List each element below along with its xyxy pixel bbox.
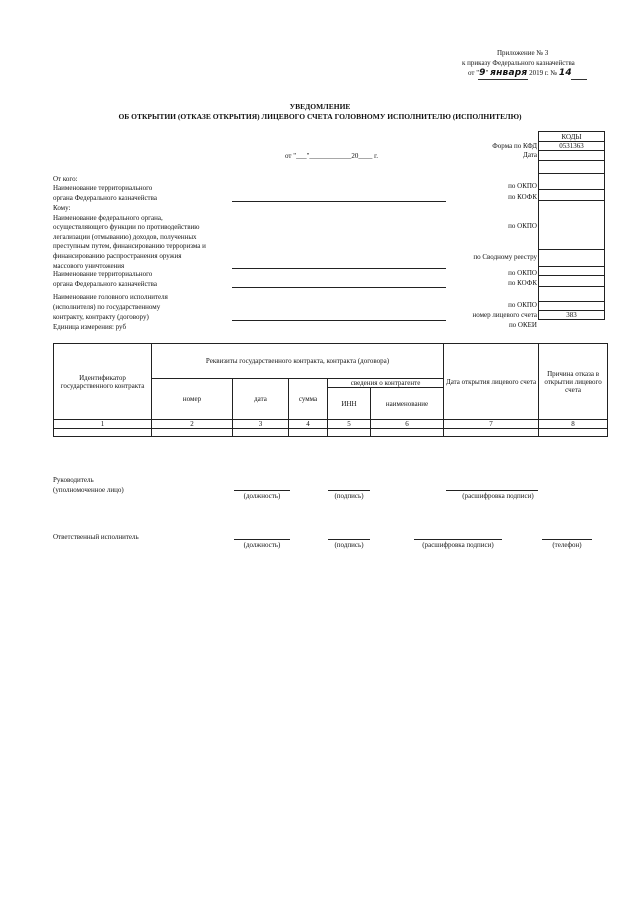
- kofk2-code-cell: [539, 276, 605, 287]
- resp-decoding-caption: (расшифровка подписи): [422, 541, 494, 549]
- codes-box: [538, 131, 605, 320]
- cell-number: [152, 429, 233, 437]
- head-signature-caption: (подпись): [334, 492, 364, 500]
- handwritten-number: 14: [558, 68, 572, 78]
- okpo3-label: по ОКПО: [508, 269, 537, 277]
- col-number-5: 5: [328, 420, 371, 429]
- resp-position-caption: (должность): [243, 541, 281, 549]
- appendix-label: Приложение № 3: [497, 49, 549, 57]
- codes-header: КОДЫ: [539, 132, 605, 142]
- identifier-header: Идентификатор государственного контракта: [54, 344, 152, 420]
- date-label: Дата: [523, 151, 537, 159]
- okei-label: по ОКЕИ: [508, 321, 537, 329]
- name-header: наименование: [371, 388, 444, 420]
- cell-refusal-reason: [539, 429, 608, 437]
- federal-body-line-5: финансированию распространения оружия: [53, 252, 182, 260]
- col-number-1: 1: [54, 420, 152, 429]
- okpo1-label: по ОКПО: [508, 182, 537, 190]
- federal-body-line-6: массового уничтожения: [53, 262, 125, 270]
- col-number-7: 7: [444, 420, 539, 429]
- federal-body-line-4: преступным путем, финансированию терроризма и: [53, 242, 206, 250]
- kofk1-code-cell: [539, 190, 605, 201]
- resp-phone-caption: (телефон): [552, 541, 582, 549]
- account-number-label: номер лицевого счета: [472, 311, 537, 319]
- unit-label: Единица измерения: руб: [53, 323, 127, 331]
- federal-body-line-1: Наименование федерального органа,: [53, 214, 163, 222]
- okpo4-code-cell: [539, 287, 605, 302]
- kofk2-label: по КОФК: [508, 279, 537, 287]
- resp-signature-line: [328, 539, 370, 540]
- registry-code-cell: [539, 250, 605, 267]
- resp-decoding-line: [414, 539, 502, 540]
- document-date-line: от "___"____________20____ г.: [285, 152, 379, 160]
- date-header: дата: [233, 379, 289, 420]
- col-number-4: 4: [289, 420, 328, 429]
- contracts-table: [53, 343, 608, 437]
- federal-body-line-2: осуществляющего функции по противодействию: [53, 223, 200, 231]
- cell-inn: [328, 429, 371, 437]
- open-date-header: Дата открытия лицевого счета: [444, 344, 539, 420]
- head-executor-line-3: контракту, контракту (договору): [53, 313, 149, 321]
- cell-open-date: [444, 429, 539, 437]
- resp-signature-caption: (подпись): [334, 541, 364, 549]
- form-kfd-label: Форма по КФД: [492, 142, 537, 150]
- okpo2-code-cell: [539, 201, 605, 250]
- cell-date: [233, 429, 289, 437]
- sum-header: сумма: [289, 379, 328, 420]
- kofk1-label: по КОФК: [508, 193, 537, 201]
- okei-code-cell: 383: [539, 311, 605, 320]
- territorial-body-2-label: Наименование территориального: [53, 270, 153, 278]
- inn-header: ИНН: [328, 388, 371, 420]
- document-title: УВЕДОМЛЕНИЕ: [289, 102, 351, 111]
- head-signatory-label: Руководитель: [53, 476, 94, 484]
- territorial-body-1-fill-line: [232, 201, 446, 202]
- order-number-underline: [571, 79, 587, 80]
- federal-body-fill-line: [232, 268, 446, 269]
- col-number-2: 2: [152, 420, 233, 429]
- head-decoding-line: [446, 490, 538, 491]
- cell-name: [371, 429, 444, 437]
- territorial-body-1-label-2: органа Федерального казначейства: [53, 194, 157, 202]
- table-row: [54, 429, 608, 437]
- territorial-body-1-label: Наименование территориального: [53, 184, 153, 192]
- head-executor-line-2: (исполнителя) по государственному: [53, 303, 161, 311]
- head-executor-line-1: Наименование головного исполнителя: [53, 293, 168, 301]
- federal-body-line-3: легализации (отмыванию) доходов, полученных: [53, 233, 197, 241]
- responsible-executor-label: Ответственный исполнитель: [53, 533, 139, 541]
- head-decoding-caption: (расшифровка подписи): [462, 492, 534, 500]
- cell-identifier: [54, 429, 152, 437]
- okpo1-code-cell: [539, 174, 605, 190]
- head-position-line: [234, 490, 290, 491]
- col-number-8: 8: [539, 420, 608, 429]
- head-signature-line: [328, 490, 370, 491]
- col-number-6: 6: [371, 420, 444, 429]
- order-date: от "9" января 2019 г. № 14: [468, 68, 572, 78]
- contractor-info-header: сведения о контрагенте: [328, 379, 444, 388]
- handwritten-day: 9: [479, 68, 486, 78]
- requisites-header: Реквизиты государственного контракта, контракта (договора): [152, 344, 444, 379]
- resp-phone-line: [542, 539, 592, 540]
- territorial-body-2-fill-line: [232, 287, 446, 288]
- gap-cell: [539, 161, 605, 174]
- refusal-reason-header: Причина отказа в открытии лицевого счета: [539, 344, 608, 420]
- okpo3-code-cell: [539, 267, 605, 276]
- okpo2-label: по ОКПО: [508, 222, 537, 230]
- date-code-cell: [539, 151, 605, 161]
- from-label: От кого:: [53, 175, 78, 183]
- order-label: к приказу Федерального казначейства: [462, 59, 575, 67]
- cell-sum: [289, 429, 328, 437]
- handwritten-month: января: [490, 68, 528, 78]
- account-number-cell: [539, 302, 605, 311]
- resp-position-line: [234, 539, 290, 540]
- head-position-caption: (должность): [243, 492, 281, 500]
- registry-label: по Сводному реестру: [473, 253, 537, 261]
- head-executor-fill-line: [232, 320, 446, 321]
- form-code-cell: 0531363: [539, 142, 605, 151]
- order-date-underline: [478, 79, 528, 80]
- document-subtitle: ОБ ОТКРЫТИИ (ОТКАЗЕ ОТКРЫТИЯ) ЛИЦЕВОГО СЧЕТА ГОЛОВНОМУ ИСПОЛНИТЕЛЮ (ИСПОЛНИТЕЛЮ): [118, 112, 522, 121]
- head-signatory-sublabel: (уполномоченное лицо): [53, 486, 124, 494]
- territorial-body-2-label-2: органа Федерального казначейства: [53, 280, 157, 288]
- col-number-3: 3: [233, 420, 289, 429]
- to-label: Кому:: [53, 204, 71, 212]
- okpo4-label: по ОКПО: [508, 301, 537, 309]
- number-header: номер: [152, 379, 233, 420]
